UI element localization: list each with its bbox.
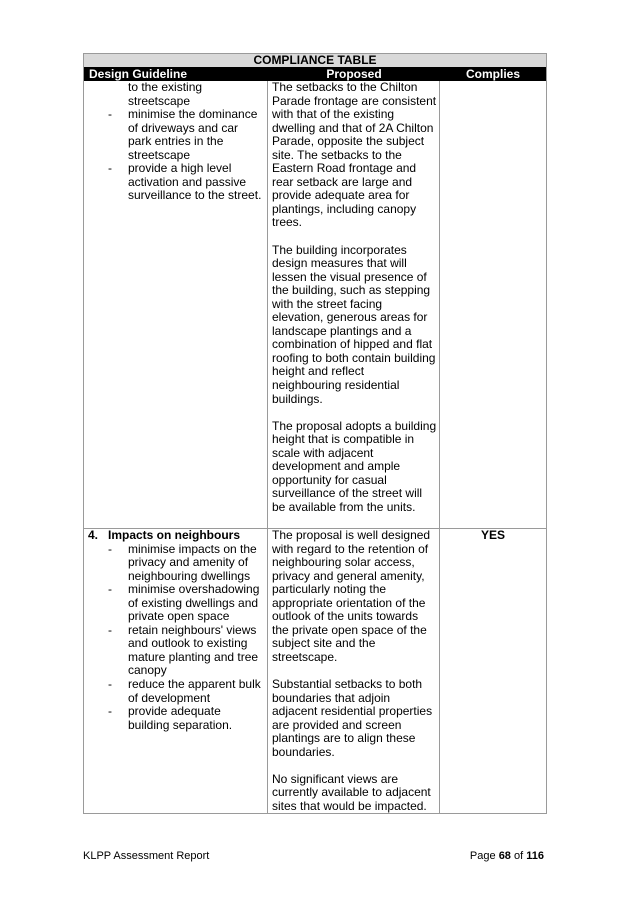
- page-of-label: of: [514, 850, 524, 862]
- bullet-dash: -: [108, 582, 112, 597]
- guideline-bullet: [108, 162, 266, 203]
- paragraph-line: neighbouring solar access,: [272, 555, 415, 570]
- paragraph-line: scale with adjacent: [272, 445, 374, 460]
- paragraph-line: boundaries that adjoin: [272, 690, 391, 705]
- bullet-line: retain neighbours' views: [128, 622, 257, 637]
- paragraph-line: subject site and the: [272, 636, 376, 651]
- guideline-line: to the existing: [128, 80, 203, 94]
- paragraph-line: streetscape.: [272, 649, 338, 664]
- paragraph-line: Substantial setbacks to both: [272, 677, 423, 692]
- paragraph-line: outlook of the units towards: [272, 609, 419, 624]
- bullet-line: park entries in the: [128, 134, 224, 149]
- header-design-guideline: Design Guideline: [89, 67, 188, 81]
- footer-page-number: [470, 850, 544, 862]
- guideline-bullet: [108, 583, 266, 624]
- proposed-cell-impacts: [272, 529, 438, 827]
- proposed-paragraph: [272, 678, 438, 759]
- bullet-line: surveillance to the street.: [128, 188, 262, 203]
- paragraph-line: the building, such as stepping: [272, 283, 431, 298]
- paragraph-line: site. The setbacks to the: [272, 147, 402, 162]
- guideline-bullet: [108, 543, 266, 584]
- guideline-bullet: [108, 705, 266, 732]
- paragraph-line: development and ample: [272, 459, 401, 474]
- guideline-cell-continued: [108, 81, 266, 203]
- paragraph-line: provide adequate area for: [272, 188, 410, 203]
- compliance-table: [83, 53, 547, 814]
- paragraph-line: buildings.: [272, 391, 323, 406]
- bullet-line: mature planting and tree: [128, 649, 259, 664]
- bullet-line: minimise overshadowing: [128, 582, 260, 597]
- bullet-line: private open space: [128, 609, 230, 624]
- bullet-line: minimise the dominance: [128, 107, 258, 122]
- row-number: 4.: [88, 528, 99, 542]
- bullet-dash: -: [108, 541, 112, 556]
- paragraph-line: the private open space of the: [272, 622, 427, 637]
- bullet-line: privacy and amenity of: [128, 555, 249, 570]
- paragraph-line: plantings, including canopy: [272, 201, 417, 216]
- paragraph-line: boundaries.: [272, 744, 335, 759]
- bullet-line: reduce the apparent bulk: [128, 677, 261, 692]
- proposed-paragraph: [272, 81, 438, 230]
- bullet-dash: -: [108, 677, 112, 692]
- bullet-dash: -: [108, 161, 112, 176]
- paragraph-line: rear setback are large and: [272, 174, 413, 189]
- bullet-line: building separation.: [128, 717, 233, 732]
- footer-report-title: KLPP Assessment Report: [83, 850, 210, 862]
- bullet-line: canopy: [128, 663, 167, 678]
- paragraph-line: Parade frontage are consistent: [272, 93, 437, 108]
- header-proposed: Proposed: [326, 67, 382, 81]
- paragraph-line: design measures that will: [272, 256, 407, 271]
- paragraph-line: trees.: [272, 215, 303, 230]
- paragraph-line: sites that would be impacted.: [272, 798, 427, 813]
- bullet-dash: -: [108, 622, 112, 637]
- paragraph-line: particularly noting the: [272, 582, 387, 597]
- complies-value: YES: [480, 528, 505, 542]
- paragraph-line: are provided and screen: [272, 717, 402, 732]
- paragraph-line: surveillance of the street will: [272, 486, 423, 501]
- bullet-line: of existing dwellings and: [128, 595, 259, 610]
- paragraph-line: with regard to the retention of: [272, 541, 429, 556]
- bullet-line: provide adequate: [128, 704, 221, 719]
- paragraph-line: Eastern Road frontage and: [272, 161, 417, 176]
- page-current: 68: [498, 850, 511, 862]
- bullet-line: provide a high level: [128, 161, 232, 176]
- guideline-heading: Impacts on neighbours: [108, 528, 241, 542]
- paragraph-line: with that of the existing: [272, 107, 395, 122]
- bullet-dash: -: [108, 704, 112, 719]
- bullet-line: minimise impacts on the: [128, 541, 257, 556]
- paragraph-line: dwelling and that of 2A Chilton: [272, 120, 434, 135]
- paragraph-line: adjacent residential properties: [272, 704, 433, 719]
- bullet-line: of driveways and car: [128, 120, 239, 135]
- proposed-cell-continued: [272, 81, 438, 528]
- paragraph-line: The setbacks to the Chilton: [272, 80, 418, 94]
- guideline-bullet: [108, 678, 266, 705]
- paragraph-line: elevation, generous areas for: [272, 310, 428, 325]
- bullet-line: streetscape: [128, 147, 191, 162]
- page-label: Page: [469, 850, 496, 862]
- guideline-bullet: [108, 108, 266, 162]
- bullet-line: and outlook to existing: [128, 636, 248, 651]
- paragraph-line: roofing to both contain building: [272, 350, 436, 365]
- table-title: COMPLIANCE TABLE: [84, 54, 546, 67]
- guideline-cell-impacts: [108, 529, 266, 732]
- paragraph-line: Parade, opposite the subject: [272, 134, 425, 149]
- proposed-paragraph: [272, 244, 438, 407]
- proposed-paragraph: [272, 529, 438, 664]
- paragraph-line: privacy and general amenity,: [272, 568, 425, 583]
- paragraph-line: appropriate orientation of the: [272, 595, 426, 610]
- proposed-paragraph: [272, 420, 438, 515]
- table-header-row: [84, 67, 546, 81]
- paragraph-line: height that is compatible in: [272, 432, 415, 447]
- paragraph-line: height and reflect: [272, 364, 365, 379]
- paragraph-line: currently available to adjacent: [272, 785, 431, 800]
- paragraph-line: neighbouring residential: [272, 378, 400, 393]
- paragraph-line: with the street facing: [272, 296, 383, 311]
- column-divider: [267, 81, 268, 814]
- paragraph-line: The proposal adopts a building: [272, 418, 437, 433]
- bullet-dash: -: [108, 107, 112, 122]
- paragraph-line: opportunity for casual: [272, 472, 387, 487]
- page-total: 116: [526, 850, 544, 862]
- bullet-line: neighbouring dwellings: [128, 568, 251, 583]
- bullet-line: of development: [128, 690, 211, 705]
- column-divider: [439, 81, 440, 814]
- paragraph-line: plantings are to align these: [272, 731, 416, 746]
- paragraph-line: lessen the visual presence of: [272, 269, 427, 284]
- paragraph-line: be available from the units.: [272, 499, 416, 514]
- paragraph-line: No significant views are: [272, 771, 399, 786]
- guideline-bullet: [108, 624, 266, 678]
- guideline-line: streetscape: [128, 93, 191, 108]
- header-complies: Complies: [465, 67, 520, 81]
- paragraph-line: landscape plantings and a: [272, 323, 412, 338]
- proposed-paragraph: [272, 773, 438, 814]
- paragraph-line: The building incorporates: [272, 242, 407, 257]
- bullet-line: activation and passive: [128, 174, 247, 189]
- paragraph-line: The proposal is well designed: [272, 528, 431, 542]
- paragraph-line: combination of hipped and flat: [272, 337, 433, 352]
